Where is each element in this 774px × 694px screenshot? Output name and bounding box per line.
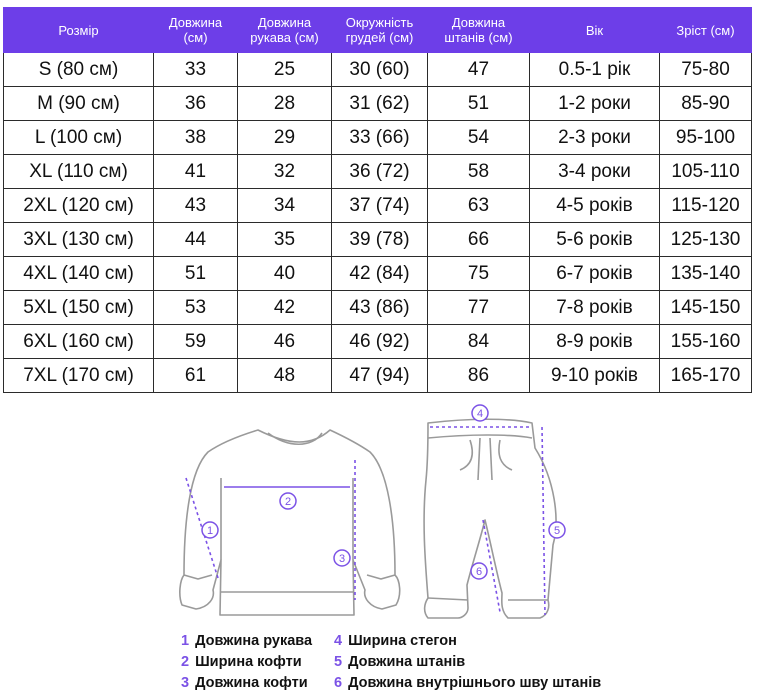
header-length: Довжина (см) <box>154 8 238 53</box>
table-cell: 2-3 роки <box>530 121 660 155</box>
table-cell: 33 (66) <box>332 121 428 155</box>
table-cell: 43 (86) <box>332 291 428 325</box>
table-cell: 39 (78) <box>332 223 428 257</box>
table-cell: 75-80 <box>660 53 752 87</box>
table-row <box>4 325 752 359</box>
legend-item: 1 Довжина рукава <box>181 633 313 649</box>
table-cell: 125-130 <box>660 223 752 257</box>
table-cell: 47 <box>428 53 530 87</box>
table-cell: 35 <box>238 223 332 257</box>
header-chest: Окружність грудей (см) <box>332 8 428 53</box>
table-cell: 34 <box>238 189 332 223</box>
table-cell: 25 <box>238 53 332 87</box>
table-cell: 4XL (140 см) <box>4 257 154 291</box>
table-cell: 155-160 <box>660 325 752 359</box>
table-cell: S (80 см) <box>4 53 154 87</box>
legend-item: 4 Ширина стегон <box>334 633 457 649</box>
marker-4: 4 <box>476 408 484 420</box>
table-cell: 30 (60) <box>332 53 428 87</box>
table-cell: 61 <box>154 359 238 393</box>
table-row <box>4 87 752 121</box>
table-cell: 8-9 років <box>530 325 660 359</box>
table-cell: 77 <box>428 291 530 325</box>
table-cell: 51 <box>428 87 530 121</box>
table-cell: 47 (94) <box>332 359 428 393</box>
table-cell: 3-4 роки <box>530 155 660 189</box>
header-age: Вік <box>530 8 660 53</box>
table-cell: 29 <box>238 121 332 155</box>
legend-left <box>181 631 312 694</box>
table-cell: 2XL (120 см) <box>4 189 154 223</box>
header-height: Зріст (см) <box>660 8 752 53</box>
header-pants-length: Довжина штанів (см) <box>428 8 530 53</box>
table-cell: 46 (92) <box>332 325 428 359</box>
legend-item: 5 Довжина штанів <box>334 654 466 670</box>
table-cell: 51 <box>154 257 238 291</box>
table-cell: 58 <box>428 155 530 189</box>
table-cell: 38 <box>154 121 238 155</box>
table-cell: 63 <box>428 189 530 223</box>
legend-item: 6 Довжина внутрішнього шву штанів <box>334 675 602 691</box>
table-cell: 165-170 <box>660 359 752 393</box>
marker-2: 2 <box>284 496 292 508</box>
table-cell: 7-8 років <box>530 291 660 325</box>
table-cell: 54 <box>428 121 530 155</box>
table-cell: 40 <box>238 257 332 291</box>
table-row <box>4 155 752 189</box>
table-cell: 84 <box>428 325 530 359</box>
table-cell: 135-140 <box>660 257 752 291</box>
table-cell: 28 <box>238 87 332 121</box>
legend-item: 2 Ширина кофти <box>181 654 302 670</box>
table-cell: 42 <box>238 291 332 325</box>
table-cell: 46 <box>238 325 332 359</box>
table-cell: 5XL (150 см) <box>4 291 154 325</box>
table-row <box>4 257 752 291</box>
table-cell: 105-110 <box>660 155 752 189</box>
table-cell: 32 <box>238 155 332 189</box>
table-cell: L (100 см) <box>4 121 154 155</box>
table-cell: 115-120 <box>660 189 752 223</box>
table-cell: 53 <box>154 291 238 325</box>
table-row <box>4 189 752 223</box>
table-cell: XL (110 см) <box>4 155 154 189</box>
table-cell: 9-10 років <box>530 359 660 393</box>
table-cell: 6XL (160 см) <box>4 325 154 359</box>
table-cell: 0.5-1 рік <box>530 53 660 87</box>
marker-5: 5 <box>553 525 561 537</box>
table-cell: 86 <box>428 359 530 393</box>
table-cell: 5-6 років <box>530 223 660 257</box>
size-chart-table <box>3 7 752 393</box>
table-cell: 37 (74) <box>332 189 428 223</box>
table-row <box>4 121 752 155</box>
table-cell: 33 <box>154 53 238 87</box>
table-cell: 42 (84) <box>332 257 428 291</box>
table-cell: 43 <box>154 189 238 223</box>
table-cell: 1-2 роки <box>530 87 660 121</box>
table-row <box>4 359 752 393</box>
pants-illustration <box>424 419 556 618</box>
table-cell: 48 <box>238 359 332 393</box>
table-row <box>4 223 752 257</box>
table-cell: M (90 см) <box>4 87 154 121</box>
header-size: Розмір <box>4 8 154 53</box>
table-row <box>4 291 752 325</box>
marker-3: 3 <box>338 553 346 565</box>
garment-diagram <box>0 400 774 632</box>
table-cell: 145-150 <box>660 291 752 325</box>
table-cell: 75 <box>428 257 530 291</box>
table-cell: 66 <box>428 223 530 257</box>
table-row <box>4 53 752 87</box>
marker-6: 6 <box>475 566 483 578</box>
table-cell: 7XL (170 см) <box>4 359 154 393</box>
table-cell: 4-5 років <box>530 189 660 223</box>
marker-1: 1 <box>206 525 214 537</box>
legend-right <box>334 631 601 694</box>
table-cell: 36 <box>154 87 238 121</box>
table-cell: 3XL (130 см) <box>4 223 154 257</box>
header-sleeve-length: Довжина рукава (см) <box>238 8 332 53</box>
table-cell: 59 <box>154 325 238 359</box>
table-cell: 31 (62) <box>332 87 428 121</box>
table-header-row <box>4 8 752 53</box>
table-cell: 85-90 <box>660 87 752 121</box>
table-cell: 36 (72) <box>332 155 428 189</box>
table-cell: 44 <box>154 223 238 257</box>
table-cell: 41 <box>154 155 238 189</box>
table-cell: 6-7 років <box>530 257 660 291</box>
table-cell: 95-100 <box>660 121 752 155</box>
legend-item: 3 Довжина кофти <box>181 675 308 691</box>
